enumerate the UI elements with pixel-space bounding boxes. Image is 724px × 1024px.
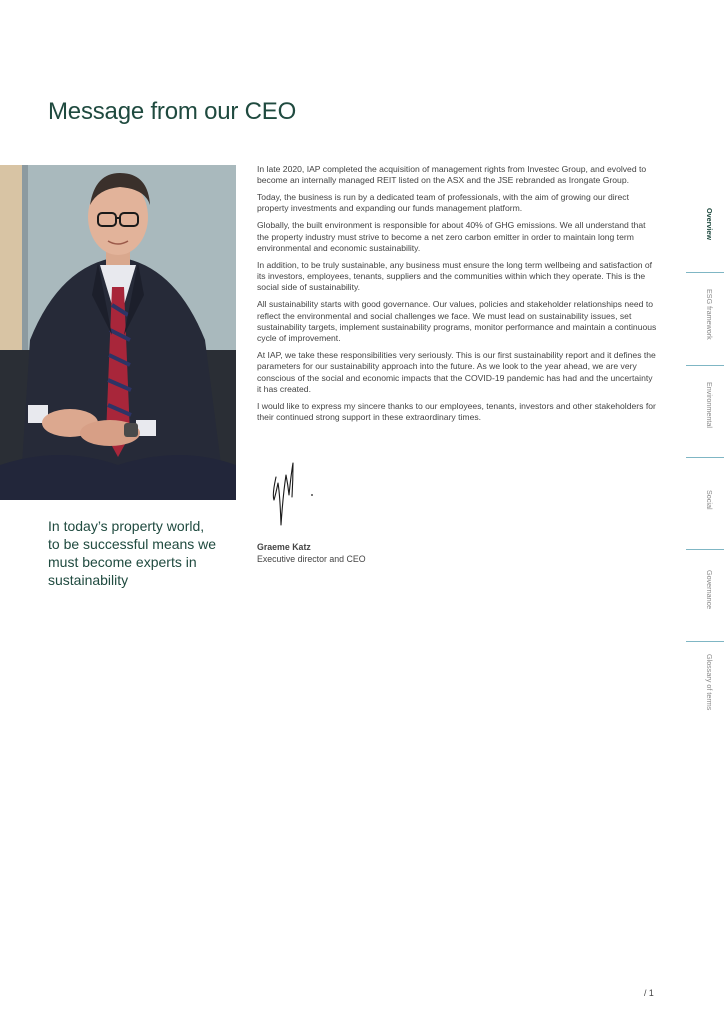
nav-item-social[interactable] <box>686 458 724 550</box>
nav-item-environmental[interactable] <box>686 366 724 458</box>
nav-item-overview[interactable] <box>686 180 724 272</box>
pull-quote <box>48 517 233 589</box>
nav-item-glossary[interactable] <box>686 642 724 734</box>
nav-item-label: Social <box>705 490 714 510</box>
page-title: Message from our CEO <box>48 98 297 125</box>
signatory-role: Executive director and CEO <box>257 554 366 564</box>
ceo-message-body <box>257 164 657 429</box>
body-paragraph: Globally, the built environment is responsible for about 40% of GHG emissions. We all understand that the property industry must strive to become a net zero carbon emitter in order to maintain long term environmental and economic sustainability. <box>257 220 646 253</box>
body-paragraph: Today, the business is run by a dedicated team of professionals, with the aim of growing our direct property investments and expanding our funds management platform. <box>257 192 629 214</box>
body-paragraph: All sustainability starts with good governance. Our values, policies and stakeholder relationships need to reflect the environmental and social challenges we face. We must lead on sustainability issues, set sustainability targets, implement sustainability programs, monitor performance and maintain a continuous cycle of improvement. <box>257 299 657 344</box>
nav-item-label: Governance <box>705 570 714 610</box>
nav-item-esg-framework[interactable] <box>686 273 724 365</box>
nav-item-governance[interactable] <box>686 550 724 642</box>
ceo-photo <box>0 165 236 500</box>
nav-item-label: Environmental <box>705 382 714 428</box>
body-paragraph: In late 2020, IAP completed the acquisition of management rights from Investec Group, and evolved to become an internally managed REIT listed on the ASX and the JSE rebranded as Irongate Group. <box>257 164 647 186</box>
nav-item-label: ESG framework <box>705 289 714 340</box>
handwritten-signature <box>262 455 322 530</box>
quote-line: to be successful means we <box>48 536 217 552</box>
body-paragraph: I would like to express my sincere thanks to our employees, tenants, investors and other stakeholders for their continued strong support in these extraordinary times. <box>257 400 656 423</box>
quote-line: In today’s property world, <box>48 518 205 534</box>
signatory-name: Graeme Katz <box>257 542 311 552</box>
section-side-nav <box>686 180 724 740</box>
page-number: / 1 <box>644 988 654 998</box>
nav-item-label: Glossary of terms <box>705 654 714 711</box>
nav-item-label: Overview <box>705 208 714 240</box>
body-paragraph: In addition, to be truly sustainable, any business must ensure the long term wellbeing and satisfaction of its investors, employees, tenants, suppliers and the communities within which they operate. This is the social side of sustainability. <box>257 259 653 293</box>
body-paragraph: At IAP, we take these responsibilities very seriously. This is our first sustainability report and it defines the parameters for our sustainability approach into the future. As we look to the year ahead, we are very conscious of the social and economic impacts that the COVID-19 pandemic has had and the uncertainty it has created. <box>257 350 656 395</box>
quote-line: must become experts in <box>48 554 197 570</box>
quote-line: sustainability <box>48 572 129 588</box>
